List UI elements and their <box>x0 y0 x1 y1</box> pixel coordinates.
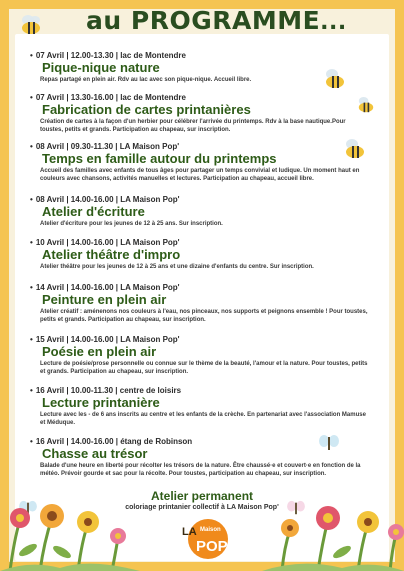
event-meta: • 08 Avril | 09.30-11.30 | LA Maison Pop' <box>30 142 180 151</box>
event-name: Poésie en plein air <box>42 344 157 359</box>
event-item <box>30 195 370 229</box>
event-meta: • 16 Avril | 14.00-16.00 | étang de Robinson <box>30 437 193 446</box>
title-text: au PROGRAMME <box>86 6 321 35</box>
event-name: Atelier théâtre d'impro <box>42 247 181 262</box>
event-desc: Repas partagé en plein air. Rdv au lac avec son pique-nique. Accueil libre. <box>40 77 252 83</box>
page-title <box>86 6 347 35</box>
event-meta: • 07 Avril | 13.30-16.00 | lac de Montendre <box>30 93 186 102</box>
event-item <box>30 51 370 85</box>
event-meta: • 07 Avril | 12.00-13.30 | lac de Montendre <box>30 51 186 60</box>
event-name: Fabrication de cartes printanières <box>42 102 251 117</box>
event-name: Pique-nique nature <box>42 60 160 75</box>
event-item <box>30 142 370 183</box>
event-desc: Atelier d'écriture pour les jeunes de 12 à 25 ans. Sur inscription. <box>40 221 223 227</box>
logo-line1: LA <box>182 526 197 538</box>
title-ellipsis: ... <box>320 10 347 35</box>
event-desc: Atelier créatif : aménenons nos couleurs à l'eau, nos pinceaux, nos supports et peignons ensemble ! Pour toustes, petits et grands. Participation au chapeau, sur inscription. <box>40 309 368 323</box>
event-desc: Balade d'une heure en liberté pour récolter les trésors de la nature. Être chaussé·e et couvert·e en fonction de la météo. Prévoir gourde et sac pour la récolte. Pour toustes, participation au chapeau, sur inscription. <box>40 463 361 477</box>
event-item <box>30 283 370 324</box>
event-desc: Lecture avec les - de 6 ans inscrits au centre et les enfants de la crèche. En partenariat avec l'association Mamuse et Méduque. <box>40 412 366 426</box>
event-item <box>30 93 370 134</box>
flowers-left-icon <box>0 480 140 571</box>
event-name: Chasse au trésor <box>42 446 148 461</box>
event-desc: Lecture de poésie/prose personnelle ou connue sur le thème de la beauté, l'amour et la nature. Pour toustes, petits et grands. Participation au chapeau, sur inscription. <box>40 361 368 375</box>
event-meta: • 16 Avril | 10.00-11.30 | centre de loisirs <box>30 386 182 395</box>
event-meta: • 14 Avril | 14.00-16.00 | LA Maison Pop' <box>30 283 180 292</box>
butterfly-icon <box>318 434 340 452</box>
permanent-desc: coloriage printanier collectif à LA Maison Pop' <box>125 504 279 511</box>
maison-pop-logo <box>178 517 232 559</box>
event-name: Lecture printanière <box>42 395 160 410</box>
event-desc: Atelier théâtre pour les jeunes de 12 à 25 ans et une dizaine d'enfants du centre. Sur inscription. <box>40 264 314 270</box>
bee-icon <box>16 14 46 36</box>
event-desc: Accueil des familles avec enfants de tous âges pour partager un temps convivial et ludique. Un moment haut en couleurs avec chansons, activités manuelles et lectures. Participation au chapeau, accueil libre. <box>40 168 360 182</box>
event-meta: • 08 Avril | 14.00-16.00 | LA Maison Pop' <box>30 195 180 204</box>
event-name: Peinture en plein air <box>42 292 167 307</box>
event-name: Temps en famille autour du printemps <box>42 151 277 166</box>
permanent-title: Atelier permanent <box>150 489 254 503</box>
event-item <box>30 238 370 272</box>
logo-line2: Maison <box>200 527 221 533</box>
event-meta: • 10 Avril | 14.00-16.00 | LA Maison Pop' <box>30 238 180 247</box>
logo-line3: POP <box>196 538 228 555</box>
event-name: Atelier d'écriture <box>42 204 145 219</box>
flowers-right-icon <box>262 480 404 571</box>
event-meta: • 15 Avril | 14.00-16.00 | LA Maison Pop' <box>30 335 180 344</box>
event-item <box>30 335 370 376</box>
event-item <box>30 386 370 427</box>
event-desc: Création de cartes à la façon d'un herbier pour célébrer l'arrivée du printemps. Rdv à la base nautique.Pour toustes, petits et grands. Participation au chapeau, sur inscription. <box>40 119 346 133</box>
logo-shape <box>178 517 232 559</box>
